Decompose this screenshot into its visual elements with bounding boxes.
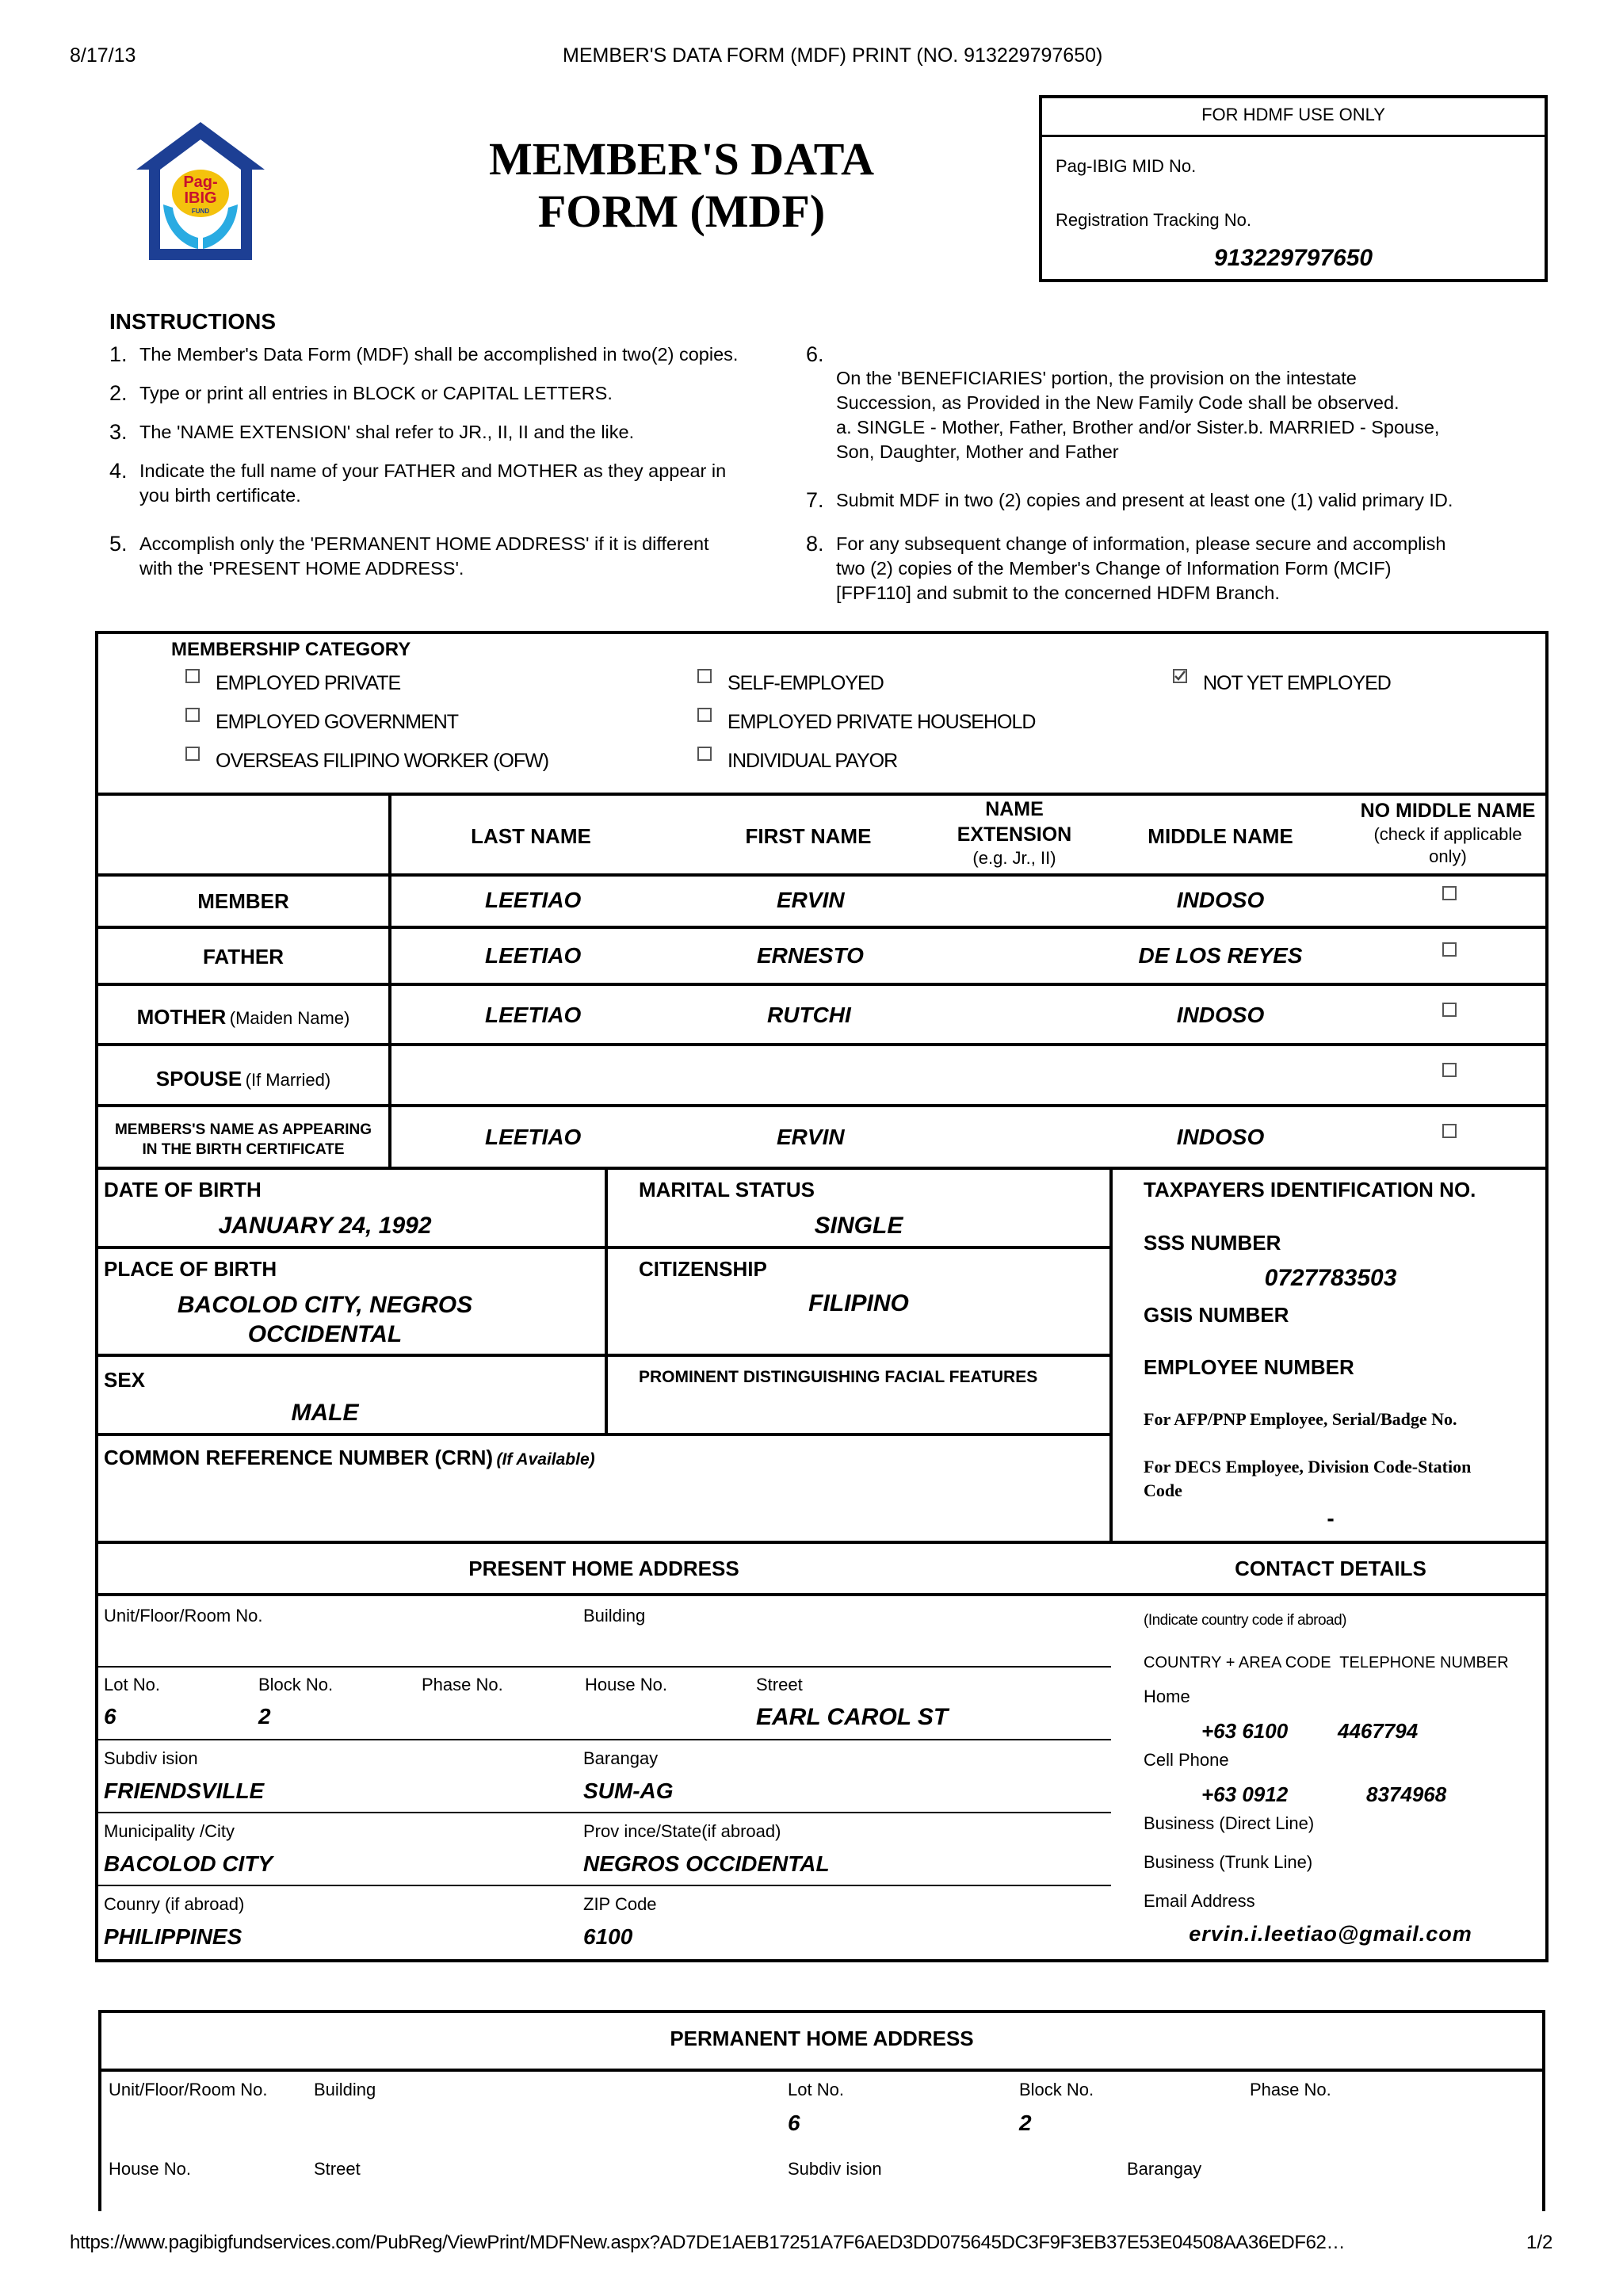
employee-number-label: EMPLOYEE NUMBER: [1144, 1355, 1354, 1379]
option-self-employed: SELF-EMPLOYED: [727, 672, 884, 694]
lot-value: 6: [104, 1704, 116, 1729]
perm-block-label: Block No.: [1019, 2080, 1094, 2099]
checkbox-employed-private-household[interactable]: [697, 708, 712, 722]
email-value: ervin.i.leetiao@gmail.com: [1189, 1922, 1472, 1946]
no-middle-checkbox-bc[interactable]: [1442, 1124, 1457, 1138]
marital-label: MARITAL STATUS: [639, 1178, 815, 1201]
perm-building-label: Building: [314, 2080, 376, 2099]
row-label-mother: MOTHER (Maiden Name): [136, 1005, 350, 1029]
hdmf-heading: FOR HDMF USE ONLY: [1201, 105, 1385, 124]
barangay-label: Barangay: [583, 1748, 659, 1768]
pagibig-logo: [133, 119, 268, 262]
home-code: +63 6100: [1201, 1719, 1289, 1743]
bc-last-name: LEETIAO: [485, 1125, 582, 1149]
rtn-value: 913229797650: [1213, 245, 1373, 271]
member-last-name: LEETIAO: [485, 888, 582, 912]
cell-number: 8374968: [1366, 1782, 1447, 1806]
street-label: Street: [756, 1675, 803, 1694]
perm-block-value: 2: [1019, 2111, 1032, 2135]
zip-value: 6100: [583, 1924, 633, 1949]
mother-first-name: RUTCHI: [767, 1003, 851, 1027]
form-title-line2: FORM (MDF): [537, 185, 826, 237]
form-title-line1: MEMBER'S DATA: [488, 133, 875, 185]
mother-last-name: LEETIAO: [485, 1003, 582, 1027]
barangay-value: SUM-AG: [583, 1778, 674, 1803]
province-label: Prov ince/State(if abroad): [583, 1821, 781, 1841]
dob-value: JANUARY 24, 1992: [218, 1213, 432, 1239]
municipality-value: BACOLOD CITY: [104, 1851, 273, 1876]
perm-lot-label: Lot No.: [788, 2080, 844, 2099]
member-first-name: ERVIN: [777, 888, 845, 912]
country-label: Counry (if abroad): [104, 1894, 245, 1914]
option-employed-private: EMPLOYED PRIVATE: [216, 672, 401, 694]
bc-middle-name: INDOSO: [1176, 1125, 1265, 1149]
sex-label: SEX: [104, 1368, 146, 1392]
checkbox-individual-payor[interactable]: [697, 747, 712, 761]
checkbox-employed-government[interactable]: [185, 708, 200, 722]
perm-street-label: Street: [314, 2159, 361, 2179]
header-no-middle-name: NO MIDDLE NAME (check if applicable only): [1360, 800, 1536, 866]
instructions-heading: INSTRUCTIONS: [109, 309, 276, 334]
father-first-name: ERNESTO: [757, 943, 864, 968]
dob-label: DATE OF BIRTH: [104, 1178, 262, 1201]
print-title: MEMBER'S DATA FORM (MDF) PRINT (NO. 913229797650): [563, 44, 1103, 67]
checkbox-employed-private[interactable]: [185, 669, 200, 683]
member-middle-name: INDOSO: [1176, 888, 1265, 912]
home-number: 4467794: [1338, 1719, 1419, 1743]
svg-text:FUND: FUND: [191, 208, 210, 215]
municipality-label: Municipality /City: [104, 1821, 235, 1841]
gsis-label: GSIS NUMBER: [1144, 1303, 1289, 1327]
pob-label: PLACE OF BIRTH: [104, 1257, 277, 1281]
checkbox-ofw[interactable]: [185, 747, 200, 761]
sss-value: 0727783503: [1264, 1265, 1397, 1291]
mid-label: Pag-IBIG MID No.: [1056, 156, 1197, 176]
footer-url[interactable]: https://www.pagibigfundservices.com/PubReg/ViewPrint/MDFNew.aspx?AD7DE1AEB17251A7F6AED3DD075645DC3F9F3EB37E53E04508AA36EDF62…: [70, 2232, 1346, 2253]
checkbox-self-employed[interactable]: [697, 669, 712, 683]
cell-label: Cell Phone: [1144, 1750, 1229, 1770]
crn-label: COMMON REFERENCE NUMBER (CRN) (If Available): [104, 1446, 595, 1469]
footer-page-number: 1/2: [1526, 2232, 1553, 2253]
option-employed-government: EMPLOYED GOVERNMENT: [216, 711, 459, 733]
row-label-spouse: SPOUSE (If Married): [155, 1067, 331, 1091]
no-middle-checkbox-father[interactable]: [1442, 942, 1457, 957]
present-address-heading: PRESENT HOME ADDRESS: [468, 1557, 739, 1580]
country-value: PHILIPPINES: [104, 1924, 242, 1949]
zip-label: ZIP Code: [583, 1894, 657, 1914]
bc-first-name: ERVIN: [777, 1125, 845, 1149]
check-mark-icon: [1173, 669, 1187, 683]
decs-label: For DECS Employee, Division Code-Station Code: [1144, 1457, 1472, 1500]
building-label: Building: [583, 1606, 646, 1626]
row-label-father: FATHER: [202, 945, 285, 968]
option-employed-private-household: EMPLOYED PRIVATE HOUSEHOLD: [727, 711, 1036, 733]
business-direct-label: Business (Direct Line): [1144, 1813, 1315, 1833]
sss-label: SSS NUMBER: [1144, 1231, 1281, 1255]
mother-middle-name: INDOSO: [1176, 1003, 1265, 1027]
row-label-member: MEMBER: [197, 889, 289, 913]
subdivision-label: Subdiv ision: [104, 1748, 198, 1768]
header-name-extension: NAME EXTENSION (e.g. Jr., II): [957, 798, 1072, 868]
marital-value: SINGLE: [814, 1213, 903, 1239]
no-middle-checkbox-member[interactable]: [1442, 886, 1457, 900]
option-not-yet-employed: NOT YET EMPLOYED: [1203, 672, 1391, 694]
checkbox-not-yet-employed[interactable]: [1173, 669, 1187, 683]
permanent-address-heading: PERMANENT HOME ADDRESS: [670, 2027, 974, 2050]
decs-value: -: [1327, 1506, 1335, 1530]
no-middle-checkbox-mother[interactable]: [1442, 1003, 1457, 1017]
block-value: 2: [258, 1704, 271, 1729]
business-trunk-label: Business (Trunk Line): [1144, 1852, 1313, 1872]
perm-house-label: House No.: [109, 2159, 191, 2179]
option-individual-payor: INDIVIDUAL PAYOR: [727, 750, 898, 772]
svg-text:IBIG: IBIG: [184, 189, 217, 207]
contact-note: (Indicate country code if abroad): [1144, 1612, 1346, 1629]
perm-barangay-label: Barangay: [1127, 2159, 1202, 2179]
sex-value: MALE: [291, 1400, 359, 1426]
features-label: PROMINENT DISTINGUISHING FACIAL FEATURES: [639, 1368, 1038, 1386]
rtn-label: Registration Tracking No.: [1056, 210, 1251, 230]
province-value: NEGROS OCCIDENTAL: [583, 1851, 830, 1876]
citizenship-label: CITIZENSHIP: [639, 1257, 767, 1281]
contact-columns: COUNTRY + AREA CODE TELEPHONE NUMBER: [1144, 1654, 1509, 1671]
perm-phase-label: Phase No.: [1250, 2080, 1331, 2099]
subdivision-value: FRIENDSVILLE: [104, 1778, 265, 1803]
header-first-name: FIRST NAME: [745, 824, 872, 848]
perm-lot-value: 6: [788, 2111, 800, 2135]
unit-label: Unit/Floor/Room No.: [104, 1606, 263, 1626]
header-middle-name: MIDDLE NAME: [1148, 824, 1293, 848]
membership-heading: MEMBERSHIP CATEGORY: [171, 639, 411, 660]
father-last-name: LEETIAO: [485, 943, 582, 968]
row-label-birth-certificate: MEMBERS'S NAME AS APPEARING IN THE BIRTH CERTIFICATE: [114, 1121, 372, 1158]
no-middle-checkbox-spouse[interactable]: [1442, 1063, 1457, 1077]
afp-label: For AFP/PNP Employee, Serial/Badge No.: [1144, 1409, 1457, 1429]
option-ofw: OVERSEAS FILIPINO WORKER (OFW): [216, 750, 549, 772]
father-middle-name: DE LOS REYES: [1138, 943, 1303, 968]
house-label: House No.: [585, 1675, 667, 1694]
phase-label: Phase No.: [422, 1675, 503, 1694]
print-date: 8/17/13: [70, 44, 136, 67]
citizenship-value: FILIPINO: [808, 1290, 909, 1316]
block-label: Block No.: [258, 1675, 334, 1694]
cell-code: +63 0912: [1201, 1782, 1289, 1806]
svg-text:Pag-: Pag-: [183, 174, 218, 191]
tin-label: TAXPAYERS IDENTIFICATION NO.: [1144, 1178, 1476, 1201]
email-label: Email Address: [1144, 1891, 1255, 1911]
header-last-name: LAST NAME: [471, 824, 591, 848]
contact-details-heading: CONTACT DETAILS: [1235, 1557, 1426, 1580]
perm-subdivision-label: Subdiv ision: [788, 2159, 882, 2179]
form-title: [444, 133, 919, 238]
street-value: EARL CAROL ST: [756, 1704, 949, 1730]
home-label: Home: [1144, 1687, 1190, 1706]
perm-unit-label: Unit/Floor/Room No.: [109, 2080, 268, 2099]
pob-value: BACOLOD CITY, NEGROS OCCIDENTAL: [177, 1292, 473, 1347]
lot-label: Lot No.: [104, 1675, 160, 1694]
